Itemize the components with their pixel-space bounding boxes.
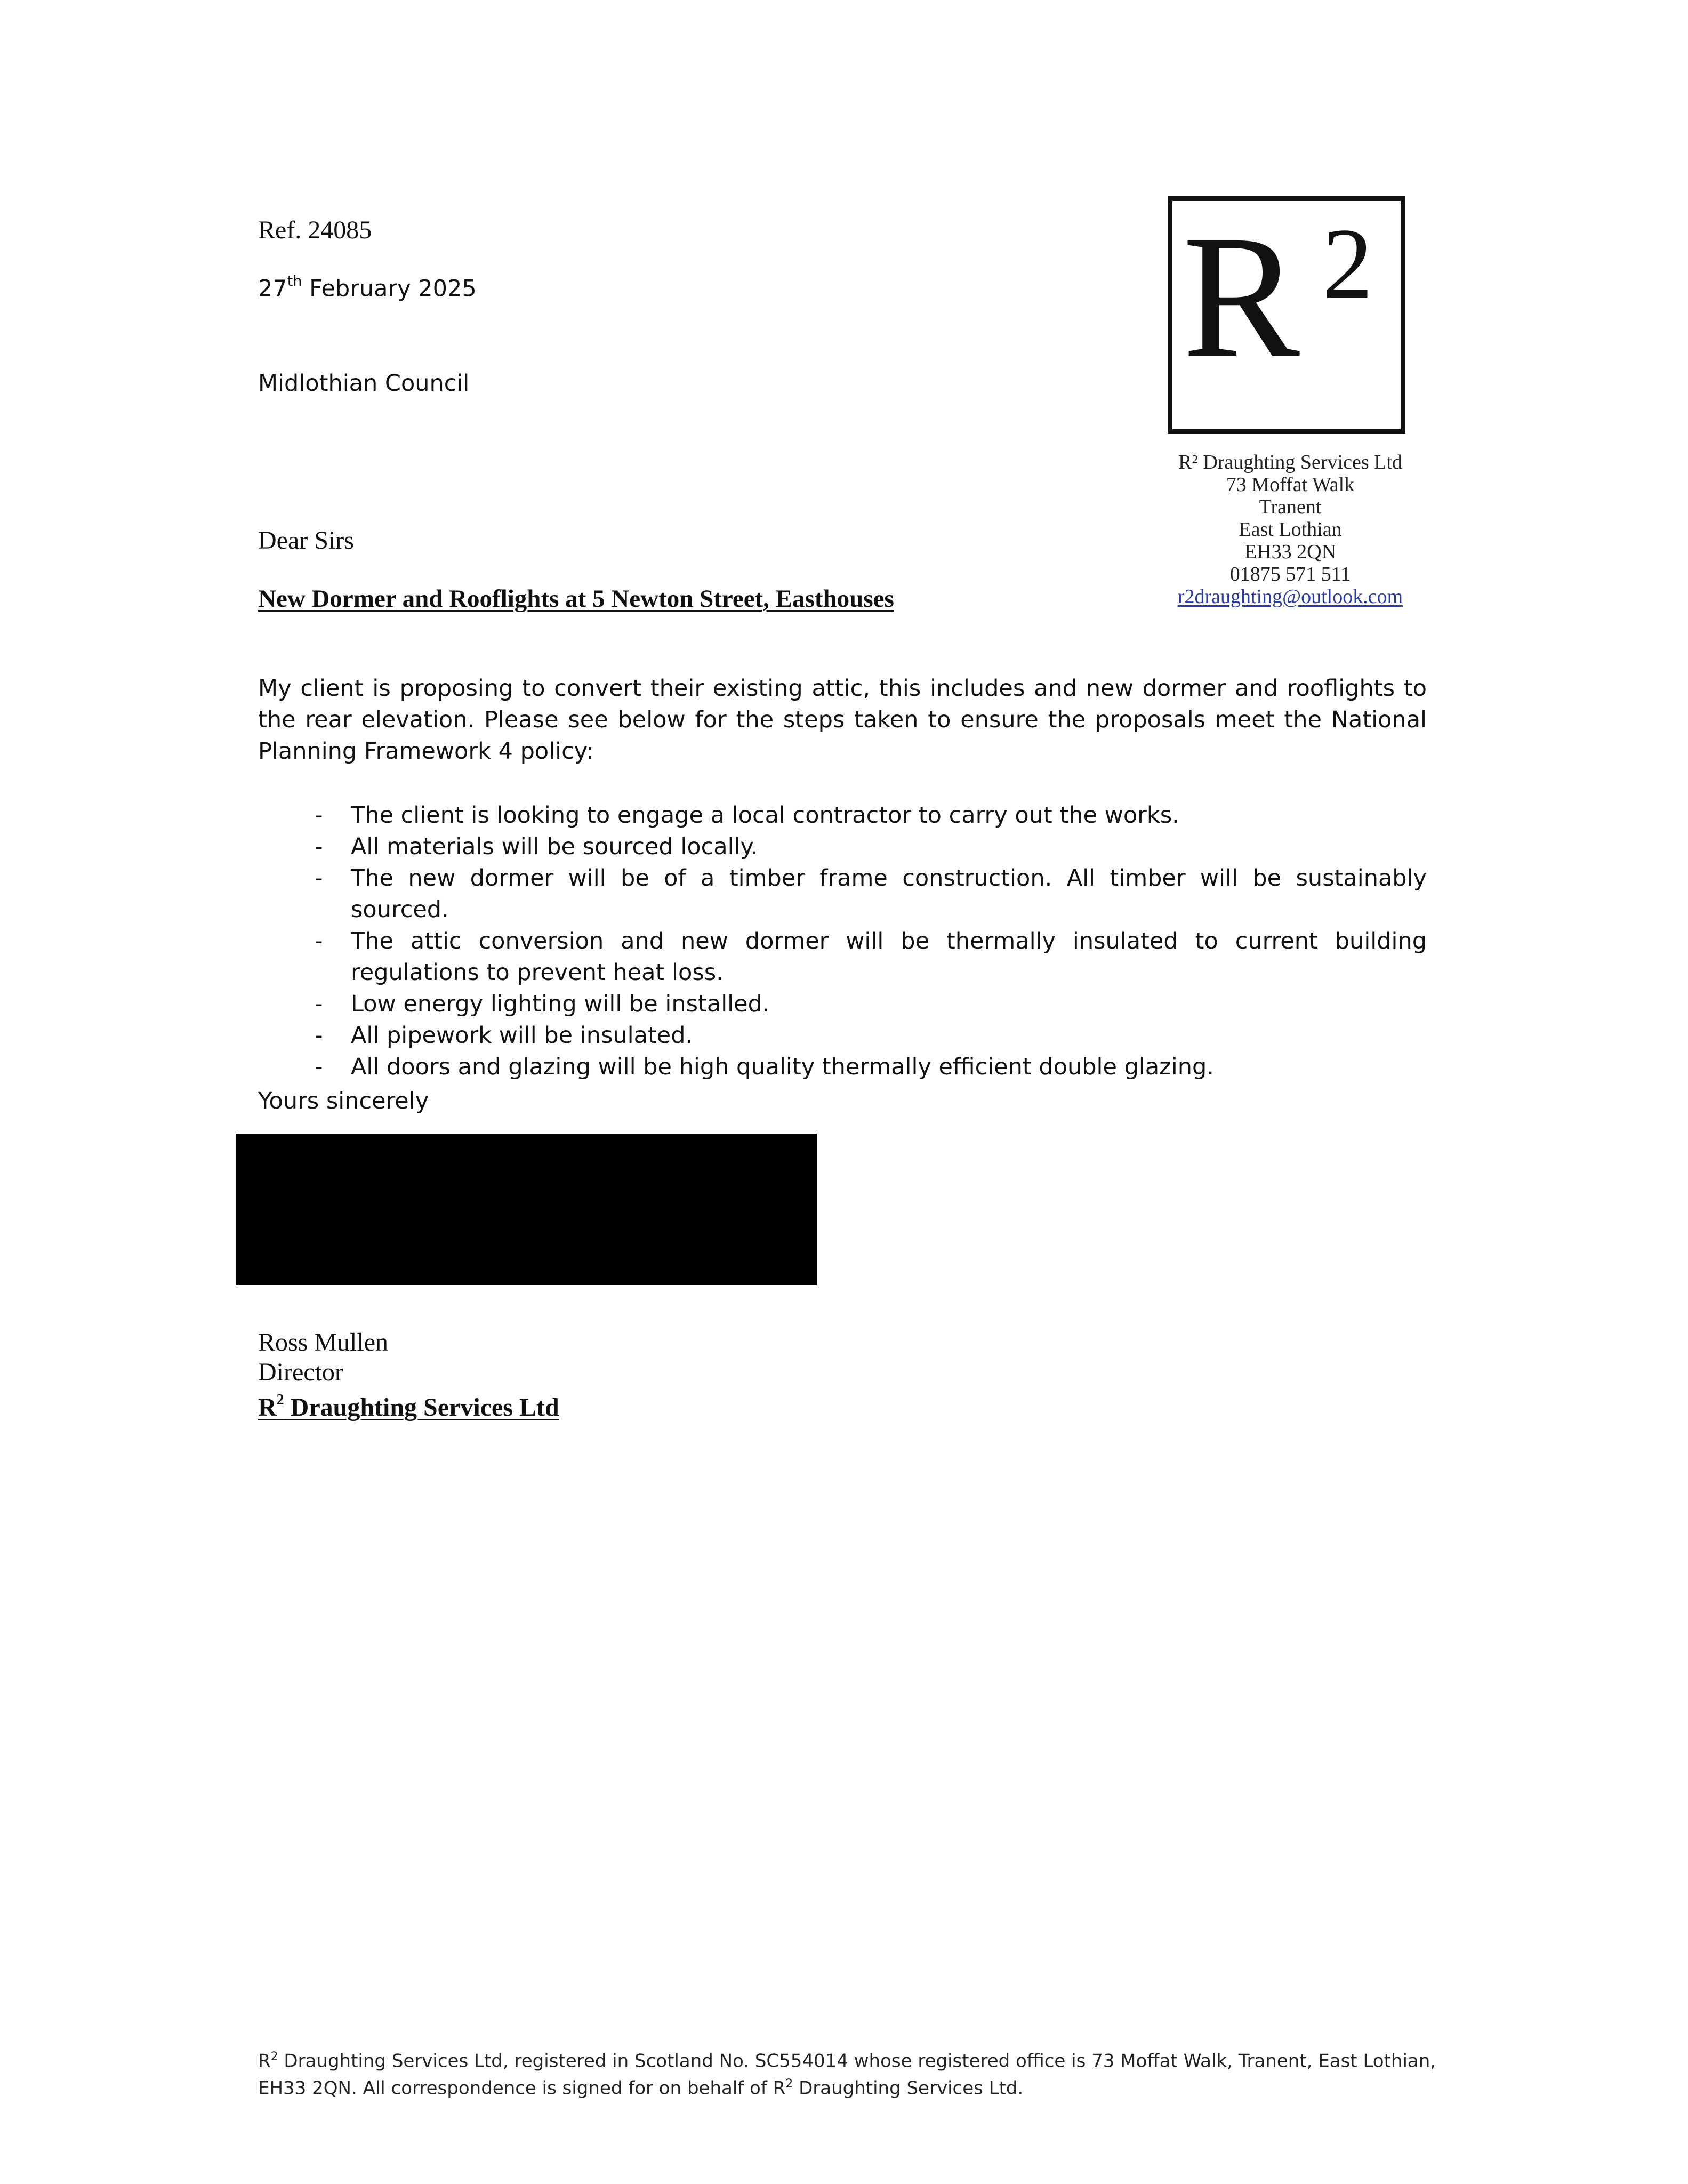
footer-prefix: R [258, 2050, 271, 2072]
address-line: East Lothian [1239, 518, 1342, 541]
date-suffix: th [287, 273, 302, 290]
list-item-text: All materials will be sourced locally. [351, 833, 758, 860]
closing: Yours sincerely [258, 1088, 429, 1114]
address-line: EH33 2QN [1244, 541, 1337, 563]
list-item [258, 989, 1427, 1020]
intro-paragraph: My client is proposing to convert their existing attic, this includes and new dormer and rooflights to the rear elevation. Please see below for the steps taken to ensure the proposals meet the National Planning Framework 4 policy: [258, 675, 1427, 765]
footer-registration [258, 2045, 1452, 2100]
date-month-year: February 2025 [302, 275, 477, 302]
footer-text: Draughting Services Ltd, registered in Scotland No. SC554014 whose registered office is 73 Moffat Walk, Tranent, East Lothian, [278, 2050, 1436, 2072]
address-line: R² Draughting Services Ltd [1178, 451, 1402, 473]
address-line: Tranent [1259, 496, 1322, 518]
footer-line-2 [258, 2073, 1452, 2100]
address-line: 73 Moffat Walk [1226, 473, 1355, 496]
bullet-dash: - [315, 991, 323, 1017]
list-item [258, 926, 1427, 989]
list-item-text: The client is looking to engage a local contractor to carry out the works. [351, 802, 1179, 829]
list-item-text: The attic conversion and new dormer will be thermally insulated to current building regulations to prevent heat loss. [351, 928, 1427, 986]
company-logo-letter: R [1183, 199, 1300, 394]
bullet-dash: - [315, 928, 323, 954]
salutation: Dear Sirs [258, 526, 354, 555]
list-item [258, 831, 1427, 863]
bullet-dash: - [315, 1022, 323, 1049]
signatory-name: Ross Mullen [258, 1328, 389, 1356]
footer-text: EH33 2QN. All correspondence is signed for on behalf of R [258, 2077, 786, 2099]
list-item [258, 1020, 1427, 1051]
bullet-dash: - [315, 802, 323, 829]
signatory-company [258, 1387, 559, 1423]
email-link[interactable]: r2draughting@outlook.com [1177, 585, 1403, 608]
footer-sup: 2 [270, 2050, 278, 2063]
list-item [258, 800, 1427, 831]
measures-list [258, 800, 1427, 1083]
company-sup: 2 [276, 1392, 284, 1408]
list-item-text: All doors and glazing will be high quality thermally efficient double glazing. [351, 1054, 1214, 1080]
phone-number: 01875 571 511 [1229, 563, 1351, 585]
list-item [258, 1051, 1427, 1083]
footer-text: Draughting Services Ltd. [793, 2077, 1024, 2099]
bullet-dash: - [315, 1054, 323, 1080]
letter-subject: New Dormer and Rooflights at 5 Newton Street, Easthouses [258, 585, 894, 613]
company-rest: Draughting Services Ltd [284, 1393, 559, 1422]
list-item-text: All pipework will be insulated. [351, 1022, 693, 1049]
company-logo-superscript: 2 [1322, 208, 1373, 320]
date-day: 27 [258, 275, 287, 302]
signature-redaction [236, 1134, 817, 1285]
signatory-block [258, 1328, 559, 1423]
bullet-dash: - [315, 865, 323, 892]
footer-sup: 2 [785, 2077, 793, 2091]
list-item [258, 863, 1427, 926]
list-item-text: The new dormer will be of a timber frame construction. All timber will be sustainably sourced. [351, 865, 1427, 923]
recipient: Midlothian Council [258, 370, 470, 397]
bullet-dash: - [315, 833, 323, 860]
signatory-title: Director [258, 1358, 343, 1386]
company-address [1109, 451, 1472, 608]
letter-date [258, 275, 477, 302]
reference-number: Ref. 24085 [258, 216, 372, 244]
footer-line-1 [258, 2045, 1452, 2073]
company-prefix: R [258, 1393, 277, 1422]
list-item-text: Low energy lighting will be installed. [351, 991, 770, 1017]
